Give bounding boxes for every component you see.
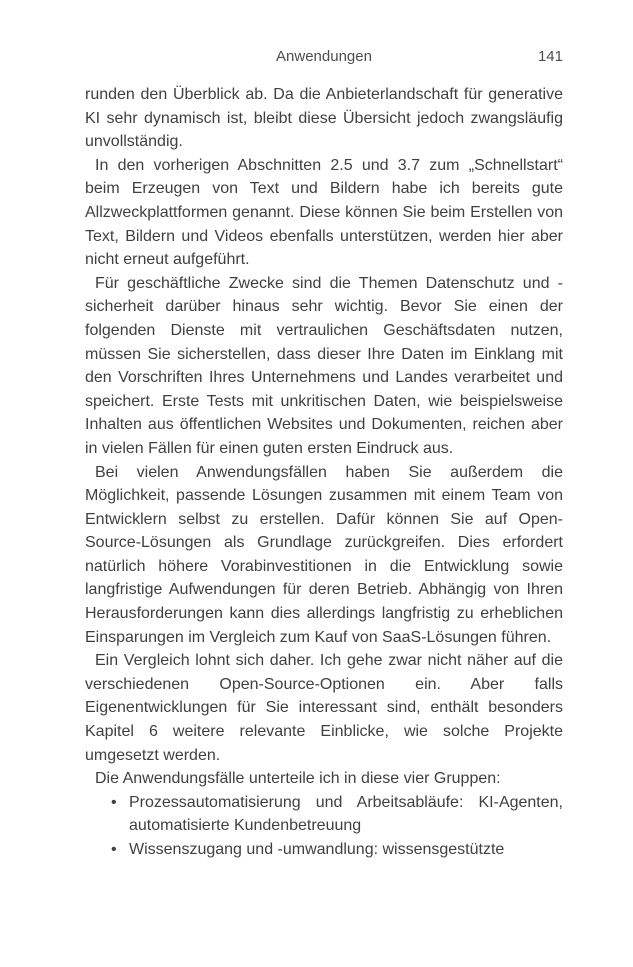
list-item-text: Prozessautomatisierung und Arbeitsabläufe: KI-Agenten, automatisierte Kundenbetreuung: [129, 793, 563, 835]
body-paragraph-2: In den vorherigen Abschnitten 2.5 und 3.7 zum „Schnellstart“ beim Erzeugen von Text und Bildern habe ich bereits gute Allzweckplattformen genannt. Diese können Sie beim Erstellen von Text, Bildern und Videos ebenfalls unterstützen, werden hier aber nicht erneut aufgeführt.: [85, 156, 563, 269]
body-paragraph-4: Bei vielen Anwendungsfällen haben Sie außerdem die Möglichkeit, passende Lösungen zusammen mit einem Team von Entwicklern selbst zu erstellen. Dafür können Sie auf Open-Source-Lösungen als Grundlage zurückgreifen. Dies erfordert natürlich höhere Vorabinvestitionen in die Entwicklung sowie langfristige Aufwendungen für deren Betrieb. Abhängig von Ihren Herausforderungen kann dies allerdings langfristig zu erheblichen Einsparungen im Vergleich zum Kauf von SaaS-Lösungen führen.: [85, 463, 563, 646]
bullet-icon: •: [111, 841, 117, 858]
running-header-title: Anwendungen: [276, 48, 372, 65]
running-header: [85, 48, 563, 66]
body-paragraph-6: Die Anwendungsfälle unterteile ich in diese vier Gruppen:: [95, 770, 501, 788]
page-number: 141: [537, 48, 563, 65]
body-paragraph-3: Für geschäftliche Zwecke sind die Themen Datenschutz und -sicherheit darüber hinaus sehr wichtig. Bevor Sie einen der folgenden Dienste mit vertraulichen Geschäftsdaten nutzen, müssen Sie sicherstellen, dass dieser Ihre Daten im Einklang mit den Vorschriften Ihres Unternehmens und Landes verarbeitet und speichert. Erste Tests mit unkritischen Daten, wie beispielsweise Inhalten aus öffentlichen Websites und Dokumenten, reichen aber in vielen Fällen für einen guten ersten Eindruck aus.: [85, 274, 563, 457]
list-item-text: Wissenszugang und -umwandlung: wissensgestützte: [129, 841, 505, 858]
list-item: [85, 838, 563, 862]
bullet-list: [85, 791, 563, 862]
bullet-icon: •: [111, 793, 117, 811]
list-item: [85, 791, 563, 838]
body-paragraph-5: Ein Vergleich lohnt sich daher. Ich gehe zwar nicht näher auf die verschiedenen Open-Source-Optionen ein. Aber falls Eigenentwicklungen für Sie interessant sind, enthält besonders Kapitel 6 weitere relevante Einblicke, wie solche Projekte umgesetzt werden.: [85, 652, 563, 764]
page-body: [85, 83, 563, 862]
body-paragraph-1: runden den Überblick ab. Da die Anbieterlandschaft für generative KI sehr dynamisch ist, bleibt diese Übersicht jedoch zwangsläufig unvollständig.: [85, 86, 563, 151]
